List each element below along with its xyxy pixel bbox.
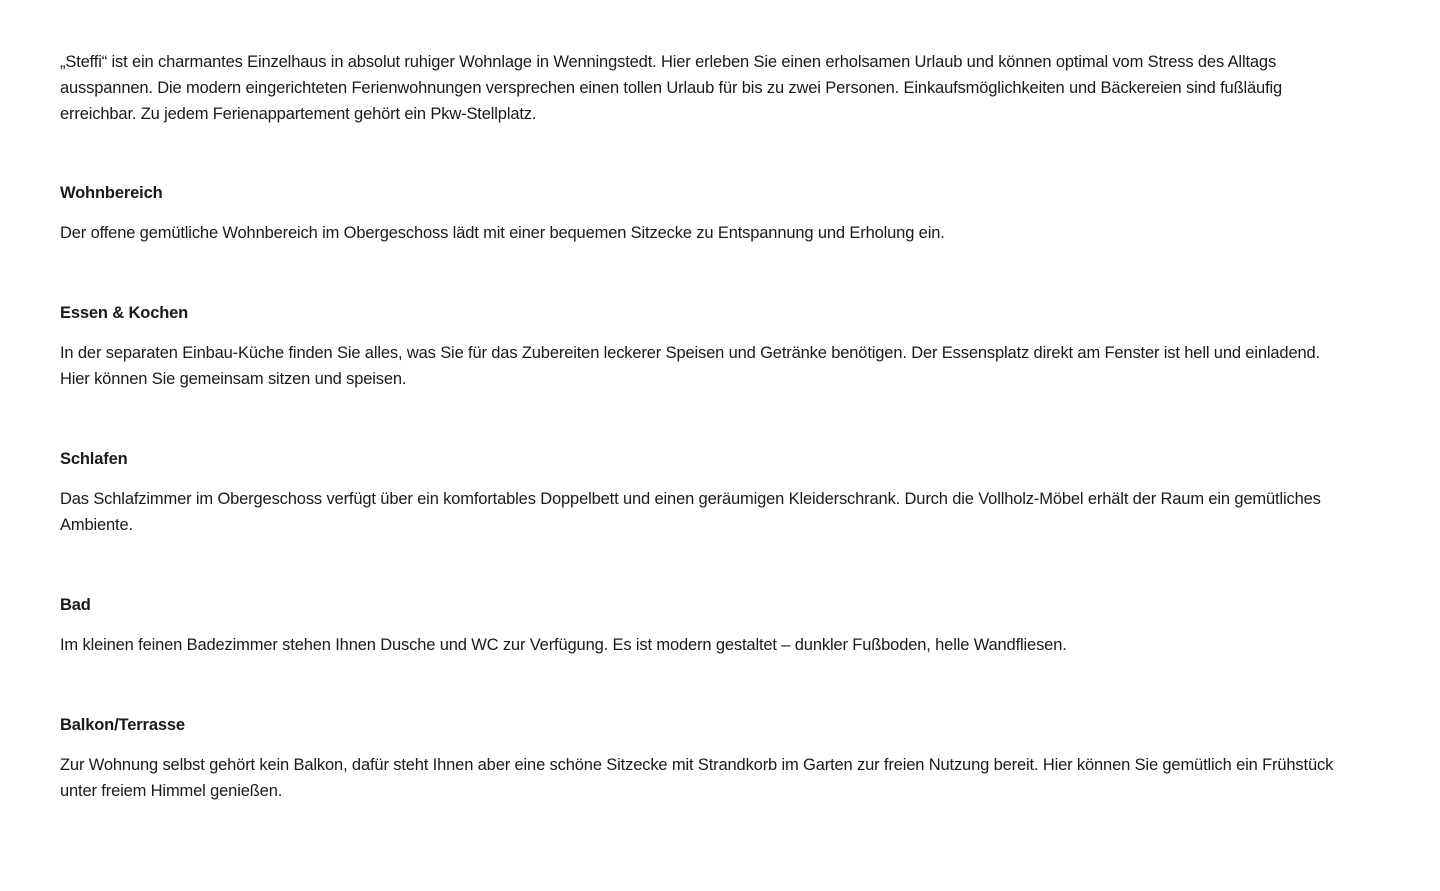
section-text-balkon-terrasse: Zur Wohnung selbst gehört kein Balkon, dafür steht Ihnen aber eine schöne Sitzecke mit Strandkorb im Garten zur freien Nutzung bereit. Hier können Sie gemütlich ein Frühstück unter freiem Himmel genießen. (60, 756, 1334, 800)
section-schlafen (60, 446, 1340, 538)
document-body (60, 49, 1340, 804)
intro-paragraph: „Steffi“ ist ein charmantes Einzelhaus in absolut ruhiger Wohnlage in Wenningstedt. Hier erleben Sie einen erholsamen Urlaub und können optimal vom Stress des Alltags ausspannen. Die modern eingerichteten Ferienwohnungen versprechen einen tollen Urlaub für bis zu zwei Personen. Einkaufsmöglichkeiten und Bäckereien sind fußläufig erreichbar. Zu jedem Ferienappartement gehört ein Pkw-Stellplatz. (60, 53, 1283, 123)
section-heading-balkon-terrasse: Balkon/Terrasse (60, 716, 185, 734)
section-bad (60, 592, 1340, 658)
section-wohnbereich (60, 180, 1340, 246)
section-heading-bad: Bad (60, 596, 91, 614)
section-text-essen-kochen: In der separaten Einbau-Küche finden Sie alles, was Sie für das Zubereiten leckerer Speisen und Getränke benötigen. Der Essensplatz direkt am Fenster ist hell und einladend. Hier können Sie gemeinsam sitzen und speisen. (60, 344, 1320, 388)
section-balkon-terrasse (60, 712, 1340, 804)
section-text-schlafen: Das Schlafzimmer im Obergeschoss verfügt über ein komfortables Doppelbett und einen geräumigen Kleiderschrank. Durch die Vollholz-Möbel erhält der Raum ein gemütliches Ambiente. (60, 490, 1321, 534)
section-text-bad: Im kleinen feinen Badezimmer stehen Ihnen Dusche und WC zur Verfügung. Es ist modern gestaltet – dunkler Fußboden, helle Wandfliesen. (60, 636, 1067, 654)
section-text-wohnbereich: Der offene gemütliche Wohnbereich im Obergeschoss lädt mit einer bequemen Sitzecke zu Entspannung und Erholung ein. (60, 224, 945, 242)
section-essen-kochen (60, 300, 1340, 392)
section-heading-schlafen: Schlafen (60, 450, 128, 468)
section-heading-wohnbereich: Wohnbereich (60, 184, 163, 202)
section-heading-essen-kochen: Essen & Kochen (60, 304, 189, 322)
